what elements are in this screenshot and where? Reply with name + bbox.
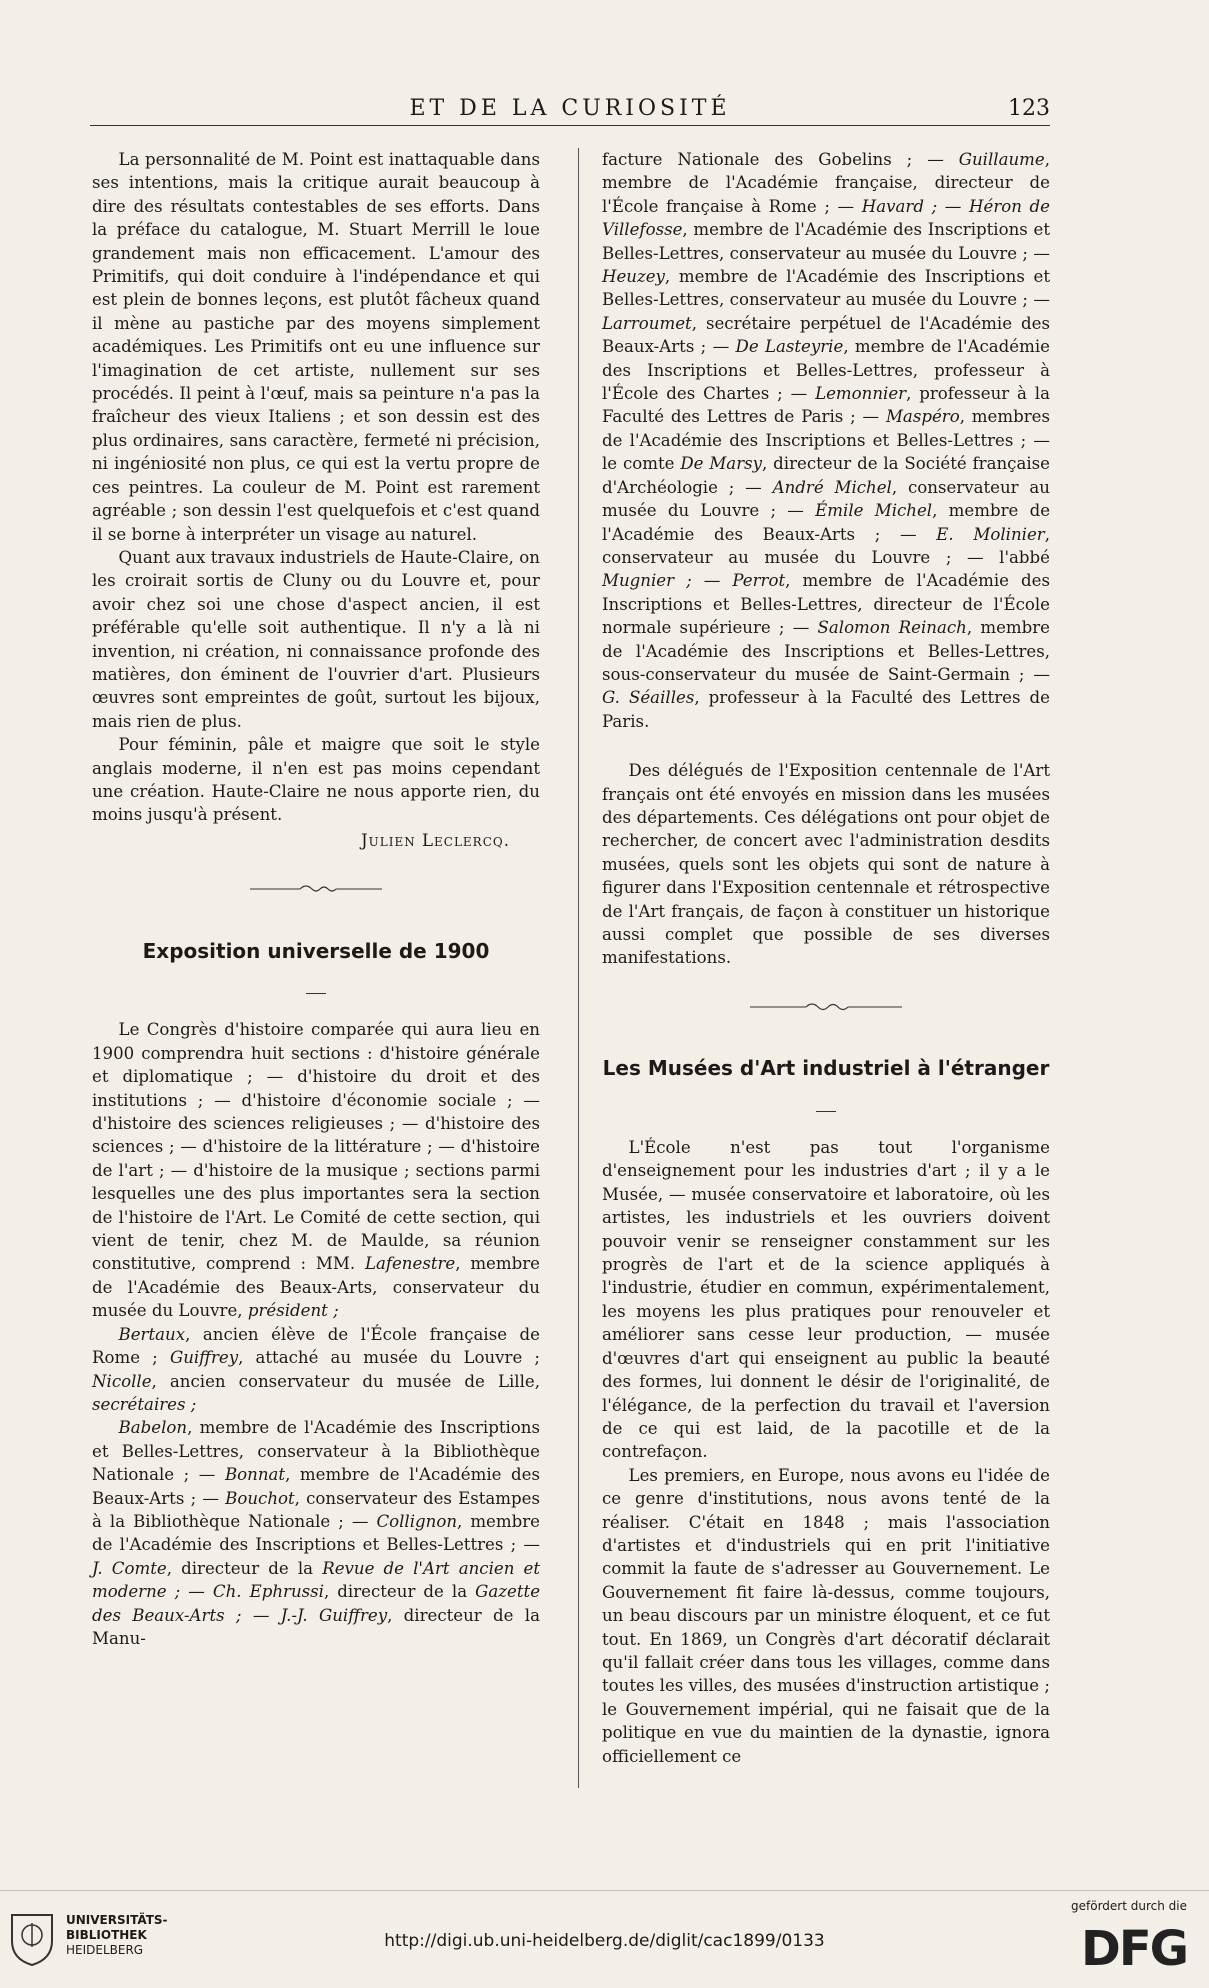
author-signature: Julien Leclercq.	[360, 830, 510, 850]
funding-note: gefördert durch die	[1071, 1899, 1187, 1913]
ornament-divider	[602, 996, 1050, 1019]
dash-divider	[602, 1095, 1050, 1118]
section-title-exposition: Exposition universelle de 1900	[142, 938, 490, 963]
paragraph: Quant aux travaux industriels de Haute-Claire, on les croirait sortis de Cluny ou du Louvre et, pour avoir chez soi une chose d'aspect ancien, il est préférable qu'elle soit authentique. Il n'y a là ni invention, ni création, ni connaissance profonde des matières, don éminent de l'ouvrier d'art. Plusieurs œuvres sont empreintes de goût, surtout les bijoux, mais rien de plus.	[92, 547, 540, 731]
footer-bar	[0, 1890, 1209, 1988]
section-title-musees: Les Musées d'Art industriel à l'étranger	[602, 1056, 1050, 1081]
paragraph: Babelon, membre de l'Académie des Inscriptions et Belles-Lettres, conservateur à la Bibliothèque Nationale ; — Bonnat, membre de l'Académie des Beaux-Arts ; — Bouchot, conservateur des Estampes à la Bibliothèque Nationale ; — Collignon, membre de l'Académie des Inscriptions et Belles-Lettres ; — J. Comte, directeur de la Revue de l'Art ancien et moderne ; — Ch. Ephrussi, directeur de la Gazette des Beaux-Arts ; — J.-J. Guiffrey, directeur de la Manu-	[92, 1418, 541, 1648]
paragraph: facture Nationale des Gobelins ; — Guillaume, membre de l'Académie française, directeur de l'École française à Rome ; — Havard ; — Héron de Villefosse, membre de l'Académie des Inscriptions et Belles-Lettres, conservateur au musée du Louvre ; — Heuzey, membre de l'Académie des Inscriptions et Belles-Lettres, conservateur au musée du Louvre ; — Larroumet, secrétaire perpétuel de l'Académie des Beaux-Arts ; — De Lasteyrie, membre de l'Académie des Inscriptions et Belles-Lettres, professeur à l'École des Chartes ; — Lemonnier, professeur à la Faculté des Lettres de Paris ; — Maspéro, membres de l'Académie des Inscriptions et Belles-Lettres ; — le comte De Marsy, directeur de la Société française d'Archéologie ; — André Michel, conservateur au musée du Louvre ; — Émile Michel, membre de l'Académie des Beaux-Arts ; — E. Molinier, conservateur au musée du Louvre ; — l'abbé Mugnier ; — Perrot, membre de l'Académie des Inscriptions et Belles-Lettres, directeur de l'École normale supérieure ; — Salomon Reinach, membre de l'Académie des Inscriptions et Belles-Lettres, sous-conservateur du musée de Saint-Germain ; — G. Séailles, professeur à la Faculté des Lettres de Paris.	[602, 150, 1051, 731]
column-divider	[578, 148, 579, 1788]
paragraph: L'École n'est pas tout l'organisme d'enseignement pour les industries d'art ; il y a le Musée, — musée conservatoire et laboratoire, où les artistes, les industriels et les ouvriers doivent pouvoir venir se renseigner constamment sur les progrès de l'art et de la science appliqués à l'industrie, étudier en commun, expérimentalement, les moyens les plus pratiques pour renouveler et améliorer sans cesse leur production, — musée d'œuvres d'art qui enseignent au public la beauté des formes, lui donnent le désir de l'originalité, de l'élégance, de la perfection du travail et l'aversion de ce qui est laid, de la pacotille et de la contrefaçon.	[602, 1138, 1050, 1462]
university-name: UNIVERSITÄTS- BIBLIOTHEK HEIDELBERG	[66, 1913, 168, 1957]
page-number: 123	[1008, 96, 1050, 121]
paragraph: La personnalité de M. Point est inattaquable dans ses intentions, mais la critique aurait beaucoup à dire des résultats contestables de ses efforts. Dans la préface du catalogue, M. Stuart Merrill le loue grandement mais non efficacement. L'amour des Primitifs, qui doit conduire à l'indépendance et qui est plein de bonnes leçons, est plutôt fâcheux quand il mène au pastiche par des moyens simplement académiques. Les Primitifs ont eu une influence sur l'imagination de cet artiste, nullement sur ses procédés. Il peint à l'œuf, mais sa peinture n'a pas la fraîcheur des vieux Italiens ; et son dessin est des plus ordinaires, sans caractère, fermeté ni précision, ni ingéniosité non plus, ce qui est la vertu propre de ces peintres. La couleur de M. Point est rarement agréable ; son dessin l'est quelquefois et c'est quand il se borne à interpréter un visage au naturel.	[92, 150, 540, 544]
paragraph: Pour féminin, pâle et maigre que soit le style anglais moderne, il n'en est pas moins cependant une création. Haute-Claire ne nous apporte rien, du moins jusqu'à présent.	[92, 735, 540, 825]
dfg-logo: DFG	[1080, 1921, 1187, 1977]
paragraph: Les premiers, en Europe, nous avons eu l'idée de ce genre d'institutions, nous avons tenté de la réaliser. C'était en 1848 ; mais l'association d'artistes et d'industriels qui en prit l'initiative commit la faute de s'adresser au Gouvernement. Le Gouvernement fit faire là-dessus, comme toujours, un beau discours par un ministre éloquent, et ce fut tout. En 1869, un Congrès d'art décoratif déclarait qu'il fallait créer dans tous les villages, comme dans toutes les villes, des musées d'instruction artistique ; le Gouvernement impérial, qui ne faisait que de la politique en vue du maintien de la dynastie, ignora officiellement ce	[602, 1465, 1050, 1766]
source-url-link[interactable]: http://digi.ub.uni-heidelberg.de/diglit/cac1899/0133	[384, 1931, 825, 1951]
paragraph: Des délégués de l'Exposition centennale de l'Art français ont été envoyés en mission dans les musées des départements. Ces délégations ont pour objet de rechercher, de concert avec l'administration desdits musées, quels sont les objets qui sont de nature à figurer dans l'Exposition centennale et rétrospective de l'Art français, de façon à constituer un historique aussi complet que possible de ses diverses manifestations.	[602, 761, 1050, 968]
right-column	[602, 148, 1050, 1768]
paragraph: Bertaux, ancien élève de l'École française de Rome ; Guiffrey, attaché au musée du Louvre ; Nicolle, ancien conservateur du musée de Lille, secrétaires ;	[92, 1324, 541, 1414]
running-title: ET DE LA CURIOSITÉ	[409, 96, 731, 121]
header-rule	[90, 125, 1050, 126]
dash-divider	[92, 977, 540, 1000]
left-column	[92, 148, 540, 1650]
paragraph: Le Congrès d'histoire comparée qui aura lieu en 1900 comprendra huit sections : d'histoire générale et diplomatique ; — d'histoire du droit et des institutions ; — d'histoire d'économie sociale ; — d'histoire des sciences religieuses ; — d'histoire des sciences ; — d'histoire de la littérature ; — d'histoire de l'art ; — d'histoire de la musique ; sections parmi lesquelles une des plus importantes sera la section de l'histoire de l'Art. Le Comité de cette section, qui vient de tenir, chez M. de Maulde, sa réunion constitutive, comprend : MM. Lafenestre, membre de l'Académie des Beaux-Arts, conservateur du musée du Louvre, président ;	[92, 1020, 540, 1321]
ornament-divider	[92, 878, 540, 901]
